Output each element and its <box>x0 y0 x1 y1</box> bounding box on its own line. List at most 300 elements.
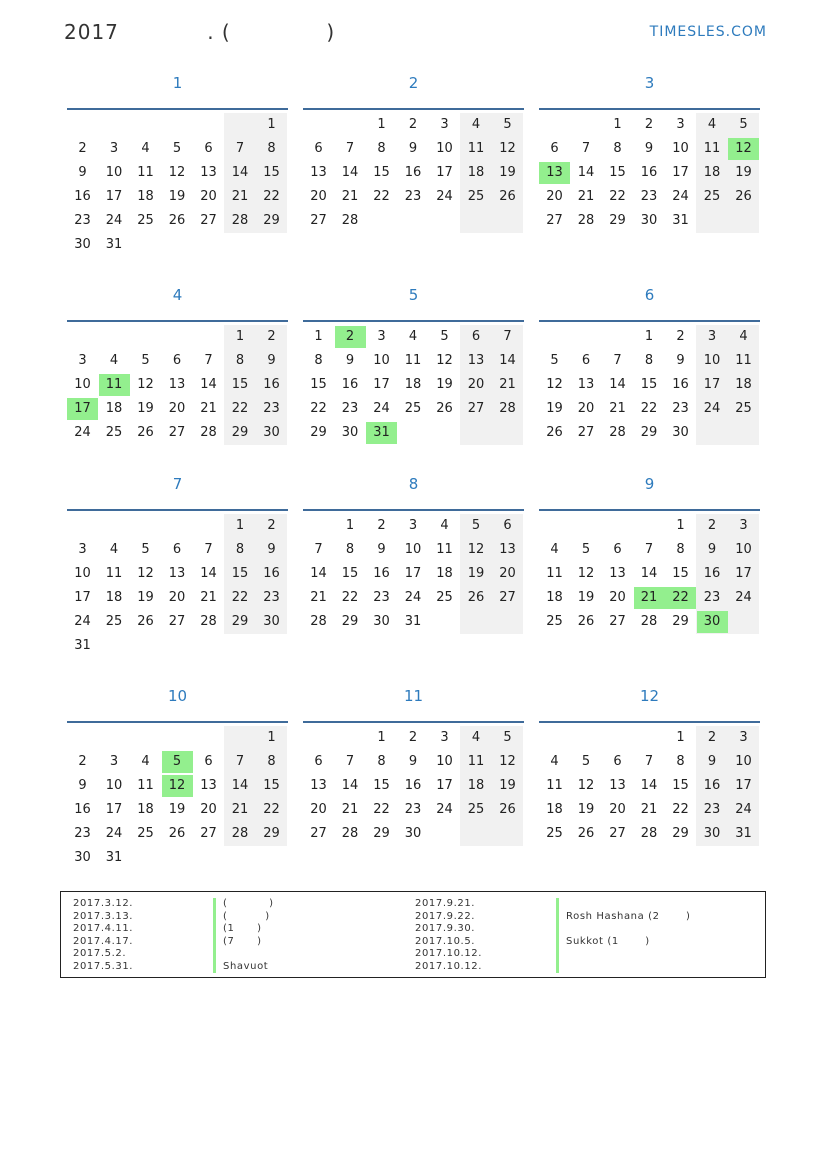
holiday-name: ( ) <box>223 898 274 909</box>
month-title: 4 <box>172 286 183 304</box>
day-cell: 3 <box>440 730 449 745</box>
day-cell: 27 <box>310 213 327 228</box>
day-cell: 7 <box>204 353 213 368</box>
holiday-date: 2017.10.12. <box>415 960 483 972</box>
day-cell: 5 <box>503 730 512 745</box>
day-cell: 28 <box>231 826 249 841</box>
day-cell: 21 <box>609 401 626 416</box>
day-cell: 26 <box>436 401 453 416</box>
day-cell: 7 <box>644 754 654 769</box>
day-cell: 9 <box>78 778 87 793</box>
day-cell: 26 <box>735 189 752 204</box>
month-days <box>303 724 524 868</box>
day-cell: 6 <box>471 329 481 344</box>
day-cell: 18 <box>105 401 123 416</box>
day-cell: 19 <box>436 377 453 392</box>
day-cell: 27 <box>168 425 186 440</box>
day-cell: 24 <box>74 425 91 440</box>
holiday-dates-left <box>73 898 133 973</box>
month-days <box>539 111 760 255</box>
day-cell: 19 <box>499 778 516 793</box>
site-logo[interactable]: TIMESLES.COM <box>649 24 767 40</box>
month-days <box>67 323 288 467</box>
month-days <box>303 323 524 467</box>
day-cell: 15 <box>263 778 280 793</box>
holiday-date: 2017.5.2. <box>73 948 127 959</box>
day-cell: 18 <box>467 778 485 793</box>
day-cell: 12 <box>499 141 516 156</box>
day-cell: 11 <box>467 754 485 769</box>
day-cell: 1 <box>377 730 386 745</box>
day-cell: 9 <box>408 141 418 156</box>
month-calendar <box>303 286 524 467</box>
day-cell: 28 <box>499 401 516 416</box>
holiday-day-cell: 2 <box>335 326 366 348</box>
day-cell: 1 <box>267 730 276 745</box>
day-cell: 14 <box>640 566 658 581</box>
day-cell: 15 <box>231 377 249 392</box>
day-cell: 6 <box>613 542 622 557</box>
day-cell: 25 <box>703 189 721 204</box>
day-cell: 12 <box>577 566 595 581</box>
day-cell: 6 <box>204 754 213 769</box>
holiday-name <box>223 948 274 961</box>
day-cell: 17 <box>74 590 91 605</box>
page-title: 2017 . ( ) <box>64 20 336 44</box>
day-cell: 25 <box>546 614 563 629</box>
day-cell: 3 <box>78 353 87 368</box>
day-cell: 27 <box>499 590 516 605</box>
day-cell: 19 <box>735 165 752 180</box>
month-days <box>539 724 760 868</box>
day-cell: 20 <box>200 802 217 817</box>
day-cell: 28 <box>200 614 217 629</box>
day-cell: 25 <box>105 425 123 440</box>
day-cell: 25 <box>436 590 453 605</box>
day-cell: 25 <box>735 401 752 416</box>
holiday-name: Sukkot (1 ) <box>566 935 650 947</box>
day-cell: 10 <box>703 353 721 368</box>
month-title: 8 <box>408 475 419 493</box>
holiday-name <box>566 948 691 961</box>
day-cell: 8 <box>676 542 685 557</box>
day-cell: 10 <box>672 141 689 156</box>
day-cell: 26 <box>467 590 485 605</box>
month-title: 5 <box>408 286 419 304</box>
day-cell: 20 <box>577 401 595 416</box>
month-days <box>539 323 760 467</box>
holiday-dates-right <box>415 898 482 973</box>
day-cell: 13 <box>200 778 217 793</box>
day-cell: 14 <box>231 778 249 793</box>
day-cell: 4 <box>471 117 481 132</box>
day-cell: 20 <box>200 189 217 204</box>
day-cell: 29 <box>672 826 689 841</box>
day-cell: 16 <box>404 165 422 180</box>
day-cell: 12 <box>168 165 186 180</box>
day-cell: 22 <box>341 590 359 605</box>
day-cell: 29 <box>341 614 359 629</box>
month-title: 2 <box>408 74 419 92</box>
day-cell: 2 <box>267 518 276 533</box>
day-cell: 9 <box>408 754 418 769</box>
day-cell: 29 <box>609 213 626 228</box>
holiday-day-cell: 12 <box>162 775 193 797</box>
day-cell: 23 <box>263 590 280 605</box>
day-cell: 22 <box>263 802 280 817</box>
day-cell: 21 <box>231 802 249 817</box>
day-cell: 6 <box>314 141 323 156</box>
day-cell: 31 <box>105 850 123 865</box>
day-cell: 18 <box>703 165 721 180</box>
day-cell: 13 <box>168 377 186 392</box>
day-cell: 26 <box>137 614 154 629</box>
holiday-date: 2017.9.22. <box>415 910 476 922</box>
day-cell: 23 <box>373 590 390 605</box>
day-cell: 4 <box>408 329 418 344</box>
month-calendar <box>303 74 524 255</box>
day-cell: 27 <box>200 826 217 841</box>
day-cell: 5 <box>471 518 481 533</box>
holiday-date: 2017.10.12. <box>415 948 483 959</box>
day-cell: 1 <box>644 329 654 344</box>
holiday-date: 2017.10.5. <box>415 935 476 947</box>
day-cell: 14 <box>640 778 658 793</box>
day-cell: 11 <box>546 566 563 581</box>
day-cell: 4 <box>471 730 481 745</box>
day-cell: 22 <box>373 189 390 204</box>
day-cell: 24 <box>436 189 453 204</box>
day-cell: 15 <box>373 778 390 793</box>
holiday-date: 2017.9.21. <box>415 898 476 909</box>
day-cell: 14 <box>200 377 217 392</box>
day-cell: 13 <box>168 566 186 581</box>
holiday-date: 2017.9.30. <box>415 923 476 934</box>
holiday-day-cell: 12 <box>728 138 759 160</box>
day-cell: 18 <box>105 590 123 605</box>
day-cell: 9 <box>707 542 717 557</box>
day-cell: 25 <box>467 189 485 204</box>
day-cell: 1 <box>345 518 355 533</box>
day-cell: 8 <box>267 141 276 156</box>
day-cell: 25 <box>546 826 563 841</box>
day-cell: 22 <box>263 189 280 204</box>
day-cell: 18 <box>467 165 485 180</box>
day-cell: 31 <box>672 213 689 228</box>
day-cell: 5 <box>141 353 150 368</box>
day-cell: 6 <box>204 141 213 156</box>
holiday-date: 2017.3.12. <box>73 898 134 909</box>
day-cell: 30 <box>74 237 91 252</box>
holiday-date: 2017.4.11. <box>73 923 134 934</box>
holiday-marker-bar <box>556 898 559 973</box>
month-days <box>303 512 524 656</box>
day-cell: 13 <box>310 778 327 793</box>
day-cell: 8 <box>314 353 323 368</box>
holiday-day-cell: 13 <box>539 162 570 184</box>
holiday-date: 2017.4.17. <box>73 935 134 947</box>
day-cell: 27 <box>546 213 563 228</box>
holiday-day-cell: 5 <box>162 751 193 773</box>
day-cell: 7 <box>345 141 355 156</box>
day-cell: 9 <box>345 353 355 368</box>
day-cell: 5 <box>440 329 449 344</box>
day-cell: 5 <box>550 353 559 368</box>
day-cell: 26 <box>499 802 516 817</box>
day-cell: 12 <box>546 377 563 392</box>
day-cell: 30 <box>640 213 658 228</box>
day-cell: 30 <box>703 826 721 841</box>
month-calendar <box>539 475 760 656</box>
day-cell: 6 <box>581 353 591 368</box>
month-days <box>539 512 760 656</box>
month-title: 12 <box>639 687 660 705</box>
day-cell: 1 <box>676 518 685 533</box>
day-cell: 20 <box>499 566 516 581</box>
day-cell: 25 <box>137 826 154 841</box>
day-cell: 4 <box>739 329 748 344</box>
day-cell: 20 <box>310 802 327 817</box>
day-cell: 2 <box>267 329 276 344</box>
day-cell: 9 <box>267 542 276 557</box>
day-cell: 8 <box>235 542 245 557</box>
day-cell: 28 <box>640 614 658 629</box>
day-cell: 3 <box>739 518 748 533</box>
day-cell: 28 <box>577 213 595 228</box>
day-cell: 5 <box>739 117 748 132</box>
day-cell: 16 <box>74 189 91 204</box>
day-cell: 23 <box>672 401 689 416</box>
day-cell: 14 <box>310 566 327 581</box>
day-cell: 15 <box>231 566 249 581</box>
day-cell: 4 <box>109 542 119 557</box>
day-cell: 21 <box>310 590 327 605</box>
day-cell: 3 <box>377 329 386 344</box>
day-cell: 16 <box>404 778 422 793</box>
day-cell: 23 <box>341 401 359 416</box>
day-cell: 17 <box>436 778 453 793</box>
day-cell: 15 <box>609 165 626 180</box>
day-cell: 17 <box>735 778 752 793</box>
month-title: 9 <box>644 475 655 493</box>
month-title: 3 <box>644 74 655 92</box>
day-cell: 11 <box>137 165 154 180</box>
month-divider <box>539 108 760 110</box>
day-cell: 8 <box>345 542 355 557</box>
day-cell: 21 <box>341 189 359 204</box>
month-divider <box>67 721 288 723</box>
day-cell: 8 <box>613 141 622 156</box>
day-cell: 14 <box>231 165 249 180</box>
month-calendar <box>539 687 760 868</box>
month-divider <box>67 320 288 322</box>
day-cell: 14 <box>341 778 359 793</box>
day-cell: 18 <box>137 802 154 817</box>
day-cell: 13 <box>609 566 626 581</box>
day-cell: 20 <box>310 189 327 204</box>
day-cell: 3 <box>109 754 119 769</box>
day-cell: 10 <box>105 165 123 180</box>
day-cell: 25 <box>467 802 485 817</box>
day-cell: 26 <box>577 826 595 841</box>
day-cell: 1 <box>676 730 685 745</box>
day-cell: 24 <box>672 189 689 204</box>
month-divider <box>303 320 524 322</box>
day-cell: 27 <box>168 614 186 629</box>
day-cell: 13 <box>577 377 595 392</box>
day-cell: 4 <box>141 754 150 769</box>
day-cell: 24 <box>436 802 453 817</box>
day-cell: 13 <box>499 542 516 557</box>
day-cell: 26 <box>168 213 186 228</box>
month-days <box>67 512 288 656</box>
day-cell: 13 <box>310 165 327 180</box>
day-cell: 27 <box>609 614 626 629</box>
day-cell: 21 <box>341 802 359 817</box>
day-cell: 3 <box>109 141 119 156</box>
holiday-name: (7 ) <box>223 935 262 947</box>
day-cell: 2 <box>408 117 418 132</box>
day-cell: 18 <box>735 377 752 392</box>
month-title: 10 <box>167 687 188 705</box>
day-cell: 12 <box>137 377 154 392</box>
day-cell: 17 <box>436 165 453 180</box>
day-cell: 20 <box>168 590 186 605</box>
day-cell: 9 <box>676 353 685 368</box>
day-cell: 27 <box>467 401 485 416</box>
day-cell: 12 <box>436 353 453 368</box>
day-cell: 4 <box>141 141 150 156</box>
holiday-name: (1 ) <box>223 923 262 934</box>
day-cell: 12 <box>577 778 595 793</box>
day-cell: 1 <box>377 117 386 132</box>
day-cell: 7 <box>503 329 512 344</box>
day-cell: 27 <box>200 213 217 228</box>
day-cell: 4 <box>440 518 449 533</box>
day-cell: 22 <box>310 401 327 416</box>
day-cell: 8 <box>377 754 386 769</box>
day-cell: 12 <box>137 566 154 581</box>
day-cell: 17 <box>672 165 689 180</box>
month-divider <box>303 721 524 723</box>
day-cell: 22 <box>373 802 390 817</box>
day-cell: 28 <box>609 425 626 440</box>
day-cell: 21 <box>577 189 595 204</box>
month-calendar <box>539 286 760 467</box>
day-cell: 4 <box>707 117 717 132</box>
day-cell: 29 <box>263 213 280 228</box>
day-cell: 28 <box>341 826 359 841</box>
day-cell: 28 <box>341 213 359 228</box>
day-cell: 9 <box>644 141 654 156</box>
day-cell: 11 <box>436 542 453 557</box>
day-cell: 31 <box>404 614 422 629</box>
month-divider <box>539 509 760 511</box>
holiday-day-cell: 30 <box>697 611 728 633</box>
holiday-names-right <box>566 898 691 973</box>
day-cell: 31 <box>735 826 752 841</box>
day-cell: 30 <box>373 614 390 629</box>
day-cell: 10 <box>74 566 91 581</box>
day-cell: 6 <box>503 518 512 533</box>
month-calendar <box>67 286 288 467</box>
day-cell: 17 <box>105 189 123 204</box>
day-cell: 15 <box>263 165 280 180</box>
day-cell: 17 <box>703 377 721 392</box>
month-title: 7 <box>172 475 183 493</box>
day-cell: 3 <box>676 117 685 132</box>
day-cell: 3 <box>440 117 449 132</box>
day-cell: 7 <box>235 754 245 769</box>
day-cell: 16 <box>703 778 721 793</box>
holiday-name <box>566 923 691 936</box>
month-divider <box>303 509 524 511</box>
day-cell: 24 <box>105 826 123 841</box>
day-cell: 24 <box>373 401 390 416</box>
day-cell: 29 <box>373 826 390 841</box>
month-calendar <box>67 687 288 868</box>
day-cell: 14 <box>577 165 595 180</box>
month-calendar <box>303 475 524 656</box>
month-title: 11 <box>403 687 424 705</box>
day-cell: 7 <box>314 542 323 557</box>
day-cell: 26 <box>546 425 563 440</box>
day-cell: 16 <box>263 377 280 392</box>
day-cell: 23 <box>74 826 91 841</box>
month-divider <box>67 509 288 511</box>
month-calendar <box>67 475 288 656</box>
day-cell: 15 <box>640 377 658 392</box>
holiday-name: Shavuot <box>223 960 269 972</box>
holiday-date: 2017.5.31. <box>73 960 134 972</box>
day-cell: 10 <box>436 754 453 769</box>
day-cell: 19 <box>137 401 154 416</box>
day-cell: 14 <box>200 566 217 581</box>
day-cell: 11 <box>546 778 563 793</box>
day-cell: 22 <box>672 802 689 817</box>
month-divider <box>303 108 524 110</box>
month-title: 1 <box>172 74 183 92</box>
day-cell: 16 <box>703 566 721 581</box>
day-cell: 1 <box>235 329 245 344</box>
day-cell: 3 <box>707 329 717 344</box>
day-cell: 2 <box>707 518 717 533</box>
day-cell: 30 <box>404 826 422 841</box>
day-cell: 10 <box>74 377 91 392</box>
day-cell: 5 <box>503 117 512 132</box>
day-cell: 15 <box>672 566 689 581</box>
day-cell: 11 <box>404 353 422 368</box>
holiday-day-cell: 21 <box>634 587 665 609</box>
day-cell: 24 <box>703 401 721 416</box>
day-cell: 5 <box>581 542 591 557</box>
day-cell: 27 <box>310 826 327 841</box>
day-cell: 8 <box>267 754 276 769</box>
day-cell: 20 <box>168 401 186 416</box>
holiday-day-cell: 11 <box>99 374 130 396</box>
day-cell: 23 <box>404 802 422 817</box>
month-divider <box>539 721 760 723</box>
day-cell: 11 <box>467 141 485 156</box>
day-cell: 18 <box>137 189 154 204</box>
day-cell: 21 <box>200 590 217 605</box>
day-cell: 27 <box>609 826 626 841</box>
day-cell: 2 <box>707 730 717 745</box>
day-cell: 6 <box>314 754 323 769</box>
day-cell: 17 <box>105 802 123 817</box>
day-cell: 26 <box>499 189 516 204</box>
day-cell: 10 <box>373 353 390 368</box>
